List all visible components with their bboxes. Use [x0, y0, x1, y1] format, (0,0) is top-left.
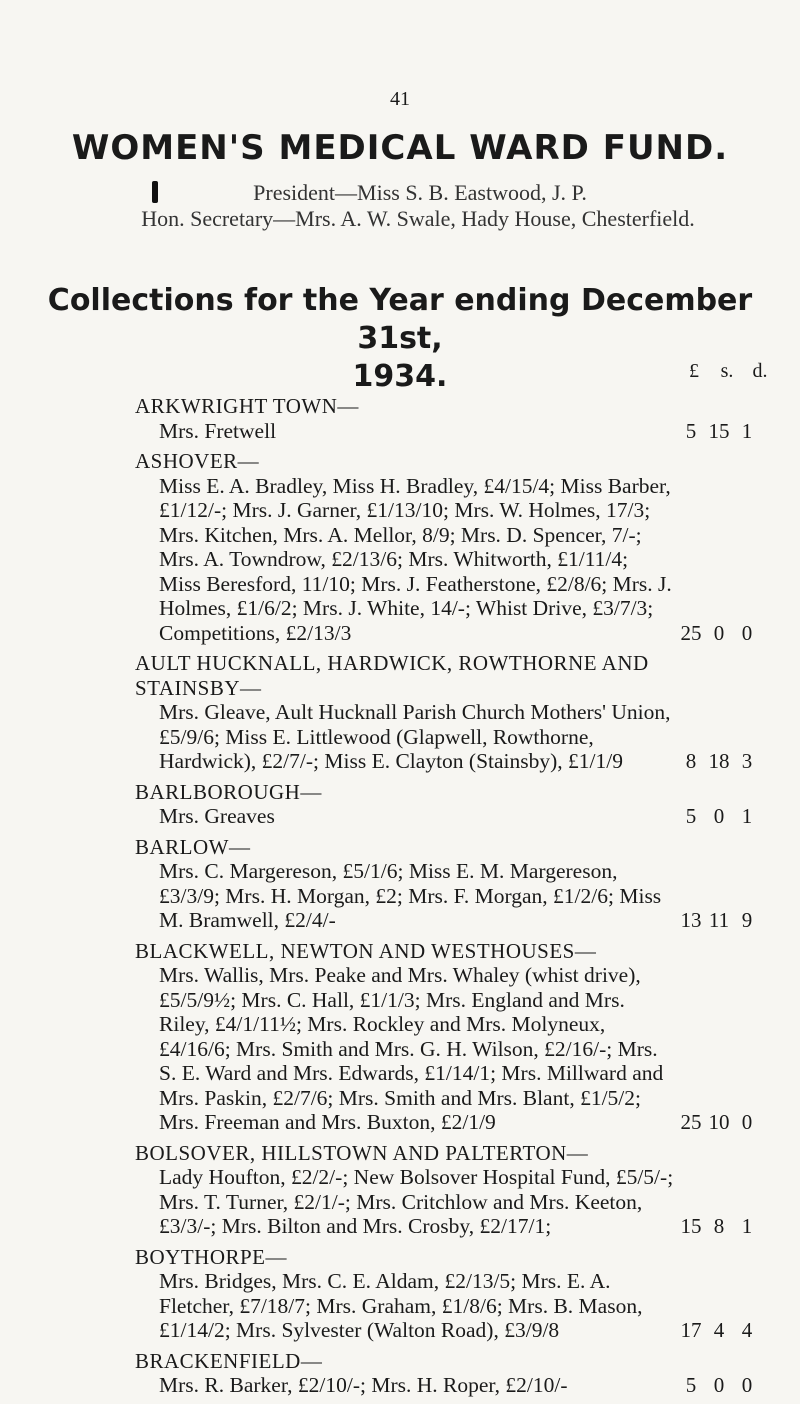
- entry-amount: [677, 749, 797, 774]
- entry-text: Mrs. R. Barker, £2/10/-; Mrs. H. Roper, £2/10/-: [159, 1373, 568, 1397]
- amount-shillings: 0: [713, 1373, 725, 1397]
- entry-amount: [677, 908, 797, 933]
- page-number: 41: [390, 88, 410, 110]
- entry-heading: BRACKENFIELD—: [135, 1348, 323, 1373]
- entry-arkwright: [135, 394, 753, 443]
- entry-heading: BLACKWELL, NEWTON AND WESTHOUSES—: [135, 938, 597, 963]
- entry-boythorpe: [135, 1244, 753, 1343]
- president-line: President—Miss S. B. Eastwood, J. P.: [253, 180, 587, 205]
- entry-ault-hucknall: [135, 651, 753, 774]
- entry-amount: [677, 1214, 797, 1239]
- amount-pounds: 17: [680, 1318, 702, 1342]
- amount-pounds: 8: [685, 749, 697, 773]
- amount-shillings: 0: [713, 620, 725, 645]
- entry-amount: [677, 1373, 797, 1398]
- entry-amount: [677, 621, 797, 646]
- amount-pence: 3: [741, 749, 753, 773]
- collections-line-2: 1934.: [352, 359, 448, 394]
- amount-shillings: 10: [708, 1110, 730, 1134]
- amount-pence: 9: [741, 908, 753, 932]
- entry-text: Lady Houfton, £2/2/-; New Bolsover Hospital Fund, £5/5/-; Mrs. T. Turner, £2/1/-; Mrs. Critchlow and Mrs. Keeton, £3/3/-; Mrs. Bilton and Mrs. Crosby, £2/17/1;: [159, 1165, 674, 1238]
- entry-text: Mrs. Wallis, Mrs. Peake and Mrs. Whaley (whist drive), £5/5/9½; Mrs. C. Hall, £1/1/3; Mrs. England and Mrs. Riley, £4/1/11½; Mrs. Rockley and Mrs. Molyneux, £4/16/6; Mrs. Smith and Mrs. G. H. Wilson, £2/16/-; Mrs. S. E. Ward and Mrs. Edwards, £1/14/1; Mrs. Millward and Mrs. Paskin, £2/7/6; Mrs. Smith and Mrs. Blant, £1/5/2; Mrs. Freeman and Mrs. Buxton, £2/1/9: [159, 963, 664, 1134]
- amount-pounds: 5: [685, 804, 697, 828]
- amount-pounds: 5: [685, 418, 697, 443]
- entry-heading: ARKWRIGHT TOWN—: [135, 394, 359, 418]
- pence-header: d.: [752, 360, 768, 382]
- amount-pounds: 25: [680, 1110, 702, 1134]
- amount-pence: 0: [741, 1110, 753, 1134]
- amount-pounds: 13: [680, 908, 702, 932]
- collections-line-1: Collections for the Year ending December 31st,: [47, 283, 753, 356]
- amount-shillings: 15: [708, 418, 730, 443]
- entry-amount: [677, 804, 797, 829]
- amount-pence: 1: [741, 418, 753, 443]
- entry-heading: BARLBOROUGH—: [135, 779, 322, 804]
- amount-pounds: 5: [685, 1373, 697, 1397]
- amount-shillings: 0: [713, 804, 725, 828]
- amount-shillings: 4: [713, 1318, 725, 1342]
- amount-pence: 0: [741, 620, 753, 645]
- amount-pence: 1: [741, 804, 753, 828]
- money-column-headers: [680, 360, 774, 383]
- entry-heading: BARLOW—: [135, 834, 251, 859]
- entry-heading: ASHOVER—: [135, 449, 260, 473]
- entry-amount: [677, 1318, 797, 1343]
- entry-text: Mrs. Bridges, Mrs. C. E. Aldam, £2/13/5; Mrs. E. A. Fletcher, £7/18/7; Mrs. Graham, £1/8/6; Mrs. B. Mason, £1/14/2; Mrs. Sylvester (Walton Road), £3/9/8: [159, 1269, 643, 1342]
- entries-list: [135, 394, 753, 1404]
- entry-blackwell: [135, 938, 753, 1135]
- entry-heading: BOYTHORPE—: [135, 1244, 288, 1269]
- entry-heading: BOLSOVER, HILLSTOWN AND PALTERTON—: [135, 1140, 589, 1165]
- amount-pounds: 25: [680, 620, 702, 645]
- entry-amount: [677, 419, 797, 444]
- entry-text: Mrs. C. Margereson, £5/1/6; Miss E. M. Margereson, £3/3/9; Mrs. H. Morgan, £2; Mrs. F. Morgan, £1/2/6; Miss M. Bramwell, £2/4/-: [159, 859, 662, 932]
- entry-bolsover: [135, 1140, 753, 1239]
- entry-barlborough: [135, 779, 753, 829]
- entry-brackenfield: [135, 1348, 753, 1398]
- entry-heading: AULT HUCKNALL, HARDWICK, ROWTHORNE AND STAINSBY—: [135, 651, 649, 700]
- entry-text: Miss E. A. Bradley, Miss H. Bradley, £4/15/4; Miss Barber, £1/12/-; Mrs. J. Garner, £1/13/10; Mrs. W. Holmes, 17/3; Mrs. Kitchen, Mrs. A. Mellor, 8/9; Mrs. D. Spencer, 7/-; Mrs. A. Towndrow, £2/13/6; Mrs. Whitworth, £1/11/4; Miss Beresford, 11/10; Mrs. J. Featherstone, £2/8/6; Mrs. J. Holmes, £1/6/2; Mrs. J. White, 14/-; Whist Drive, £3/7/3; Competitions, £2/13/3: [159, 473, 672, 645]
- shillings-header: s.: [720, 360, 734, 382]
- amount-shillings: 8: [713, 1214, 725, 1238]
- entry-text: Mrs. Greaves: [159, 804, 275, 828]
- document-title: WOMEN'S MEDICAL WARD FUND.: [71, 128, 729, 168]
- entry-ashover: [135, 449, 753, 645]
- amount-shillings: 11: [708, 908, 730, 932]
- amount-pounds: 15: [680, 1214, 702, 1238]
- amount-pence: 4: [741, 1318, 753, 1342]
- entry-amount: [677, 1110, 797, 1135]
- secretary-line: Hon. Secretary—Mrs. A. W. Swale, Hady House, Chesterfield.: [141, 206, 695, 231]
- amount-pence: 0: [741, 1373, 753, 1397]
- entry-text: Mrs. Gleave, Ault Hucknall Parish Church Mothers' Union, £5/9/6; Miss E. Littlewood (Glapwell, Rowthorne, Hardwick), £2/7/-; Miss E. Clayton (Stainsby), £1/1/9: [159, 700, 671, 773]
- amount-shillings: 18: [708, 749, 730, 773]
- entry-text: Mrs. Fretwell: [159, 418, 277, 443]
- entry-barlow: [135, 834, 753, 933]
- amount-pence: 1: [741, 1214, 753, 1238]
- pounds-header: £: [689, 360, 699, 382]
